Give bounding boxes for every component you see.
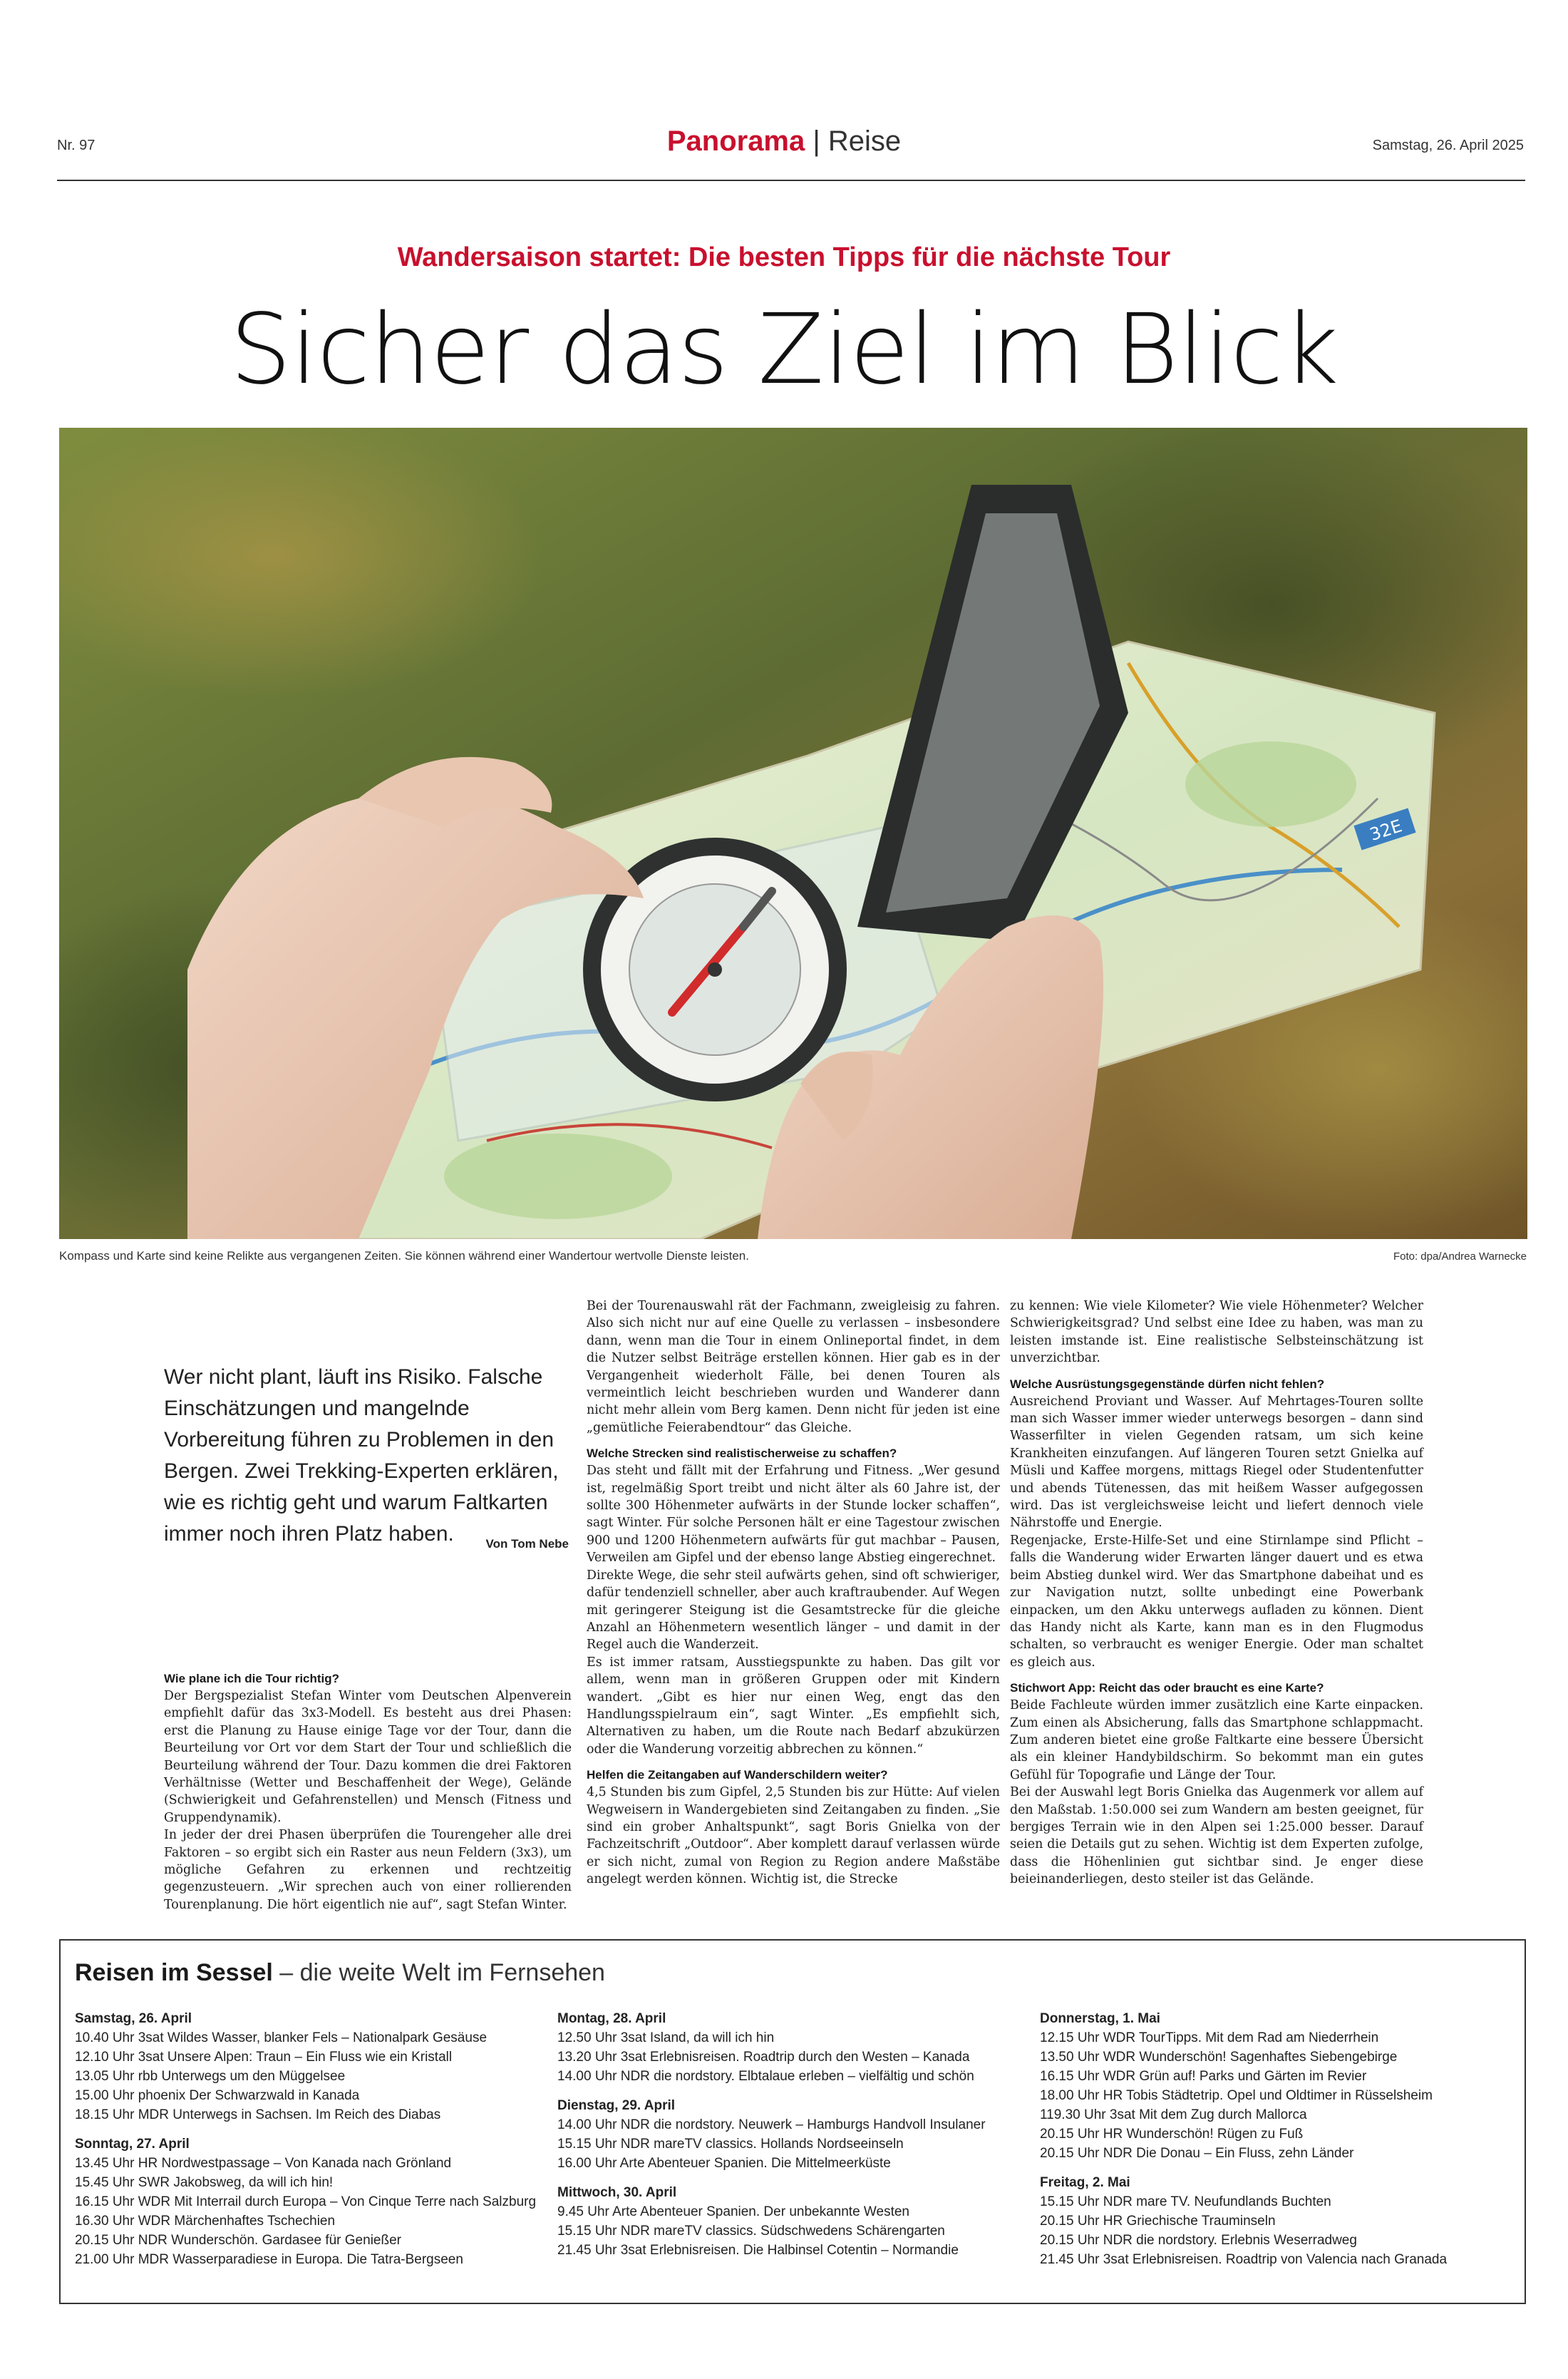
compass-map-illustration [59,428,1527,1239]
tv-entry: 15.45 Uhr SWR Jakobsweg, da will ich hin! [75,2175,334,2190]
article-column-3 [1010,1298,1423,1889]
tv-entry: 13.05 Uhr rbb Unterwegs um den Müggelsee [75,2069,346,2084]
tv-day-heading: Dienstag, 29. April [557,2098,676,2113]
article-headline: Sicher das Ziel im Blick [229,294,1339,406]
tv-entry: 12.10 Uhr 3sat Unsere Alpen: Traun – Ein Fluss wie ein Kristall [75,2050,453,2065]
subheading-routes: Welche Strecken sind realistischerweise zu schaffen? [587,1447,897,1461]
tv-entry: 119.30 Uhr 3sat Mit dem Zug durch Mallorca [1040,2107,1307,2122]
tv-entry: 20.15 Uhr NDR Die Donau – Ein Fluss, zehn Länder [1040,2146,1354,2161]
article-column-2 [587,1298,1000,1889]
tv-entry: 21.45 Uhr 3sat Erlebnisreisen. Die Halbinsel Cotentin – Normandie [557,2243,959,2258]
tv-column-1 [75,2009,545,2269]
paragraph: Das steht und fällt mit der Erfahrung und Fitness. „Wer gesund ist, regelmäßig Sport treibt und nicht älter als 60 Jahre ist, der sollte 300 Höhenmeter aufwärts in der Stunde locker schaffen“, sagt Winter. Für solche Personen hält er eine Tagestour zwischen 900 und 1200 Höhenmetern aufwärts für gut machbar – Pausen, Verweilen am Gipfel und der ebenso lange Abstieg eingerechnet. [587,1464,1000,1566]
section-separator: | [813,125,820,157]
tv-entry: 14.00 Uhr NDR die nordstory. Neuwerk – Hamburgs Handvoll Insulaner [557,2117,986,2132]
photo-caption: Kompass und Karte sind keine Relikte aus vergangenen Zeiten. Sie können während einer Wandertour wertvolle Dienste leisten. [59,1249,749,1263]
map-route-label: 32E [1367,816,1405,846]
tv-entry: 20.15 Uhr HR Wunderschön! Rügen zu Fuß [1040,2127,1304,2142]
tv-entry: 12.15 Uhr WDR TourTipps. Mit dem Rad am Niederrhein [1040,2030,1379,2045]
tv-entry: 12.50 Uhr 3sat Island, da will ich hin [557,2030,775,2045]
tv-entry: 15.00 Uhr phoenix Der Schwarzwald in Kanada [75,2088,360,2103]
tv-day-heading: Mittwoch, 30. April [557,2185,677,2200]
paragraph: Ausreichend Proviant und Wasser. Auf Mehrtages-Touren sollte man sich Wasser immer wieder unterwegs besorgen – dann sind Wasserfilter in vielen Gegenden ratsam, um sich keine Krankheiten einzufangen. Auf längeren Touren setzt Gnielka auf Müsli und Kaffee morgens, mittags Riegel oder Studentenfutter und abends Tütenessen, das mit heißem Wasser aufgegossen wird. Das ist vergleichsweise leicht und liefert dennoch viele Nährstoffe und Energie. [1010,1394,1423,1531]
photo-credit: Foto: dpa/Andrea Warnecke [1393,1250,1527,1263]
tv-entry: 14.00 Uhr NDR die nordstory. Elbtalaue erleben – vielfältig und schön [557,2069,974,2084]
tv-entry: 15.15 Uhr NDR mareTV classics. Hollands Nordseeinseln [557,2137,904,2152]
tv-entry: 20.15 Uhr HR Griechische Trauminseln [1040,2214,1276,2229]
subheading-signs: Helfen die Zeitangaben auf Wanderschildern weiter? [587,1768,888,1782]
article-photo [59,428,1527,1239]
tv-entry: 16.15 Uhr WDR Mit Interrail durch Europa – Von Cinque Terre nach Salzburg [75,2194,537,2209]
tv-entry: 18.00 Uhr HR Tobis Städtetrip. Opel und Oldtimer in Rüsselsheim [1040,2088,1433,2103]
article-kicker: Wandersaison startet: Die besten Tipps für die nächste Tour [397,242,1171,272]
tv-entry: 20.15 Uhr NDR Wunderschön. Gardasee für Genießer [75,2233,401,2248]
paragraph: Der Bergspezialist Stefan Winter vom Deutschen Alpenverein empfiehlt dafür das 3x3-Modell. Es besteht aus drei Phasen: erst die Planung zu Hause einige Tage vor der Tour, dann die Beurteilung vor Ort vor dem Start der Tour und schließlich die Beurteilung während der Tour. Dazu kommen die drei Faktoren Verhältnisse (Wetter und Beschaffenheit der Wege), Gelände (Schwierigkeit und Gefahrenstellen) und Mensch (Fitness und Gruppendynamik). [164,1689,572,1825]
tv-entry: 16.00 Uhr Arte Abenteuer Spanien. Die Mittelmeerküste [557,2156,891,2171]
tv-entry: 21.00 Uhr MDR Wasserparadiese in Europa. Die Tatra-Bergseen [75,2252,463,2267]
tv-entry: 15.15 Uhr NDR mareTV classics. Südschwedens Schärengarten [557,2224,945,2239]
tv-day-heading: Montag, 28. April [557,2011,666,2026]
tv-entry: 13.45 Uhr HR Nordwestpassage – Von Kanada nach Grönland [75,2156,452,2171]
section-brand: Panorama [666,125,805,157]
publication-date: Samstag, 26. April 2025 [1372,138,1524,153]
subheading-app: Stichwort App: Reicht das oder braucht es eine Karte? [1010,1681,1324,1695]
tv-entry: 18.15 Uhr MDR Unterwegs in Sachsen. Im Reich des Diabas [75,2107,441,2122]
tv-entry: 16.15 Uhr WDR Grün auf! Parks und Gärten im Revier [1040,2069,1367,2084]
tv-column-2 [557,2009,1028,2260]
tv-day-heading: Donnerstag, 1. Mai [1040,2011,1160,2026]
section-header [0,125,1568,158]
tv-entry: 13.20 Uhr 3sat Erlebnisreisen. Roadtrip durch den Westen – Kanada [557,2050,970,2065]
tv-box-title-sub: – die weite Welt im Fernsehen [272,1959,605,1986]
tv-day-heading: Sonntag, 27. April [75,2137,190,2152]
paragraph: Direkte Wege, die sehr steil aufwärts gehen, sind oft schwieriger, dafür tendenziell schneller, aber auch kraftraubender. Auf Wegen mit geringerer Steigung ist die Gesamtstrecke für die gleiche Anzahl an Höhenmetern wesentlich länger – und damit in der Regel auch die Wanderzeit. [587,1568,1000,1653]
tv-day-heading: Samstag, 26. April [75,2011,192,2026]
paragraph: Bei der Tourenauswahl rät der Fachmann, zweigleisig zu fahren. Also sich nicht nur auf eine Quelle zu verlassen – insbesondere dann, wenn man die Tour in einem Onlineportal findet, in dem die Nutzer selbst Beiträge erstellen können. Hier gab es in der Vergangenheit wiederholt Fälle, bei denen Touren als vermeintlich leicht beschrieben wurden und Wanderer dann nicht mehr allein vom Berg kamen. Denn nicht für jeden ist eine „gemütliche Feierabendtour“ das Gleiche. [587,1299,1000,1435]
paragraph: Regenjacke, Erste-Hilfe-Set und eine Stirnlampe sind Pflicht – falls die Wanderung wider Erwarten länger dauert und es etwa beim Abstieg dunkel wird. Wer das Smartphone dabeihat und es zur Navigation nutzt, sollte unbedingt eine Powerbank einpacken, um den Akku unterwegs aufladen zu können. Dient das Handy nicht als Karte, kann man es in den Flugmodus schalten, so verbraucht es weniger Energie. Oder man schaltet es gleich aus. [1010,1533,1423,1670]
tv-entry: 20.15 Uhr NDR die nordstory. Erlebnis Weserradweg [1040,2233,1357,2248]
tv-entry: 21.45 Uhr 3sat Erlebnisreisen. Roadtrip von Valencia nach Granada [1040,2252,1448,2267]
tv-box-title-main: Reisen im Sessel [75,1959,273,1986]
tv-entry: 15.15 Uhr NDR mare TV. Neufundlands Buchten [1040,2194,1331,2209]
section-name: Reise [827,125,902,157]
author-byline: Von Tom Nebe [485,1537,569,1551]
subheading-equipment: Welche Ausrüstungsgegenstände dürfen nicht fehlen? [1010,1377,1325,1391]
article-teaser [164,1362,569,1560]
tv-entry: 10.40 Uhr 3sat Wildes Wasser, blanker Fels – Nationalpark Gesäuse [75,2030,488,2045]
paragraph: zu kennen: Wie viele Kilometer? Wie viele Höhenmeter? Welcher Schwierigkeitsgrad? Und selbst eine Idee zu haben, was man zu leisten imstande ist. Eine realistische Selbsteinschätzung ist unverzichtbar. [1010,1299,1423,1366]
paragraph: In jeder der drei Phasen überprüfen die Tourengeher alle drei Faktoren – so ergibt sich ein Raster aus neun Feldern (3x3), um mögliche Gefahren zu erkennen und rechtzeitig gegenzusteuern. „Wir sprechen auch von einer rollierenden Tourenplanung. Die hört eigentlich nie auf“, sagt Stefan Winter. [164,1828,572,1912]
paragraph: Es ist immer ratsam, Ausstiegspunkte zu haben. Das gilt vor allem, wenn man in größeren Gruppen oder mit Kindern wandert. „Gibt es hier nur einen Weg, engt das den Handlungsspielraum ein“, sagt Winter. „Es empfiehlt sich, Alternativen zu haben, um die Route nach Bedarf abzukürzen oder die Wanderung vorzeitig abbrechen zu können.“ [587,1655,1000,1757]
tv-column-3 [1040,2009,1510,2269]
header-rule [57,180,1525,181]
subheading-planning: Wie plane ich die Tour richtig? [164,1672,340,1685]
tv-day-heading: Freitag, 2. Mai [1040,2175,1130,2190]
paragraph: Bei der Auswahl legt Boris Gnielka das Augenmerk vor allem auf den Maßstab. 1:50.000 sei zum Wandern am besten geeignet, für bergiges Terrain wie in den Alpen sei 1:25.000 besser. Darauf seien die Details gut zu sehen. Wichtig ist dem Experten zufolge, dass die Höhenlinien gut sichtbar sind. Je enger diese beieinanderliegen, desto steiler ist das Gelände. [1010,1785,1423,1887]
teaser-text: Wer nicht plant, läuft ins Risiko. Falsche Einschätzungen und mangelnde Vorbereitung führen zu Problemen in den Bergen. Zwei Trekking-Experten erklären, wie es richtig geht und warum Faltkarten immer noch ihren Platz haben. [164,1365,559,1546]
tv-entry: 9.45 Uhr Arte Abenteuer Spanien. Der unbekannte Westen [557,2204,909,2219]
tv-entry: 13.50 Uhr WDR Wunderschön! Sagenhaftes Siebengebirge [1040,2050,1398,2065]
issue-number: Nr. 97 [57,138,96,153]
tv-entry: 16.30 Uhr WDR Märchenhaftes Tschechien [75,2214,336,2229]
paragraph: Beide Fachleute würden immer zusätzlich eine Karte einpacken. Zum einen als Absicherung, falls das Smartphone schlappmacht. Zum anderen bietet eine große Faltkarte eine bessere Übersicht als ein kleiner Handybildschirm. So bekommt man ein gutes Gefühl für Topografie und Länge der Tour. [1010,1698,1423,1782]
article-column-1 [164,1670,572,1913]
paragraph: 4,5 Stunden bis zum Gipfel, 2,5 Stunden bis zur Hütte: Auf vielen Wegweisern in Wandergebieten sind Zeitangaben zu finden. „Sie sind ein grober Anhaltspunkt“, sagt Boris Gnielka von der Fachzeitschrift „Outdoor“. Aber komplett darauf verlassen würde er sich nicht, zumal von Region zu Region andere Maßstäbe angelegt werden können. Wichtig ist, die Strecke [587,1785,1000,1887]
tv-box-title [75,1959,605,1987]
